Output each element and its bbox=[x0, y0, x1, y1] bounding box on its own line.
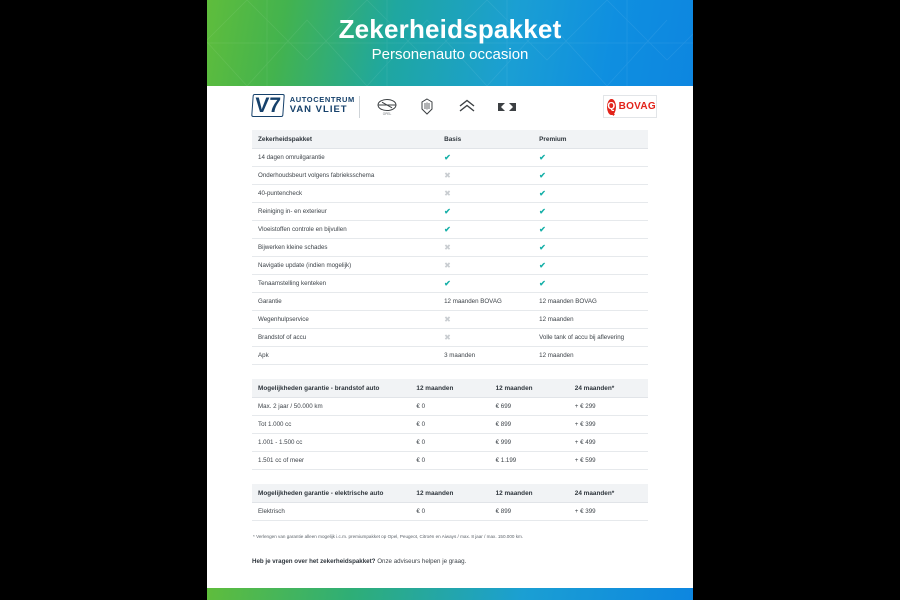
cta-text bbox=[252, 558, 648, 565]
row-feature: 14 dagen omruilgarantie bbox=[252, 149, 438, 167]
row-basis bbox=[438, 257, 533, 275]
table-header-row bbox=[252, 379, 648, 398]
table-row bbox=[252, 434, 648, 452]
bovag-logo bbox=[603, 95, 657, 118]
row-price-3: + € 399 bbox=[569, 503, 648, 521]
table-row bbox=[252, 149, 648, 167]
check-icon: ✔ bbox=[444, 152, 451, 162]
row-price-3: + € 299 bbox=[569, 398, 648, 416]
cross-icon: ✖ bbox=[444, 260, 451, 270]
table-row bbox=[252, 185, 648, 203]
right-letterbox bbox=[693, 0, 900, 600]
row-premium bbox=[533, 203, 648, 221]
header-fuel-col1: 12 maanden bbox=[410, 379, 489, 398]
bovag-badge-icon: Q bbox=[607, 99, 616, 115]
dealer-name-line1: AUTOCENTRUM bbox=[289, 94, 355, 104]
check-icon: ✔ bbox=[444, 278, 451, 288]
table-row bbox=[252, 203, 648, 221]
table-row bbox=[252, 221, 648, 239]
header-fuel-col2: 12 maanden bbox=[490, 379, 569, 398]
table-gap bbox=[252, 365, 648, 379]
svg-text:OPEL: OPEL bbox=[382, 112, 392, 116]
row-price-2: € 699 bbox=[490, 398, 569, 416]
dealer-name-line2: VAN VLIET bbox=[289, 104, 348, 116]
check-icon: ✔ bbox=[539, 260, 546, 270]
logo-strip bbox=[207, 86, 693, 130]
row-price-1: € 0 bbox=[410, 416, 489, 434]
cross-icon: ✖ bbox=[444, 332, 451, 342]
row-price-2: € 899 bbox=[490, 416, 569, 434]
header-electric-options: Mogelijkheden garantie - elektrische auto bbox=[252, 484, 410, 503]
banner-title: Zekerheidspakket bbox=[338, 14, 562, 44]
table-row bbox=[252, 167, 648, 185]
table-row bbox=[252, 398, 648, 416]
header-premium: Premium bbox=[533, 130, 648, 149]
cta-question: Heb je vragen over het zekerheidspakket? bbox=[252, 557, 376, 565]
row-label: Tot 1.000 cc bbox=[252, 416, 410, 434]
row-premium bbox=[533, 257, 648, 275]
table-row bbox=[252, 257, 648, 275]
row-premium bbox=[533, 185, 648, 203]
row-premium bbox=[533, 239, 648, 257]
row-basis: 3 maanden bbox=[438, 347, 533, 365]
fuel-warranty-table bbox=[252, 379, 648, 470]
header-electric-col1: 12 maanden bbox=[410, 484, 489, 503]
table-header-row bbox=[252, 130, 648, 149]
table-row bbox=[252, 275, 648, 293]
row-basis bbox=[438, 203, 533, 221]
row-price-3: + € 399 bbox=[569, 416, 648, 434]
check-icon: ✔ bbox=[539, 242, 546, 252]
row-basis bbox=[438, 275, 533, 293]
dealer-logo bbox=[252, 94, 355, 117]
left-letterbox bbox=[0, 0, 207, 600]
logo-divider bbox=[359, 96, 360, 118]
header-feature: Zekerheidspakket bbox=[252, 130, 438, 149]
row-basis bbox=[438, 239, 533, 257]
row-premium: 12 maanden bbox=[533, 347, 648, 365]
row-price-1: € 0 bbox=[410, 398, 489, 416]
check-icon: ✔ bbox=[539, 206, 546, 216]
brand-logo-group bbox=[375, 97, 519, 117]
cross-icon: ✖ bbox=[444, 170, 451, 180]
check-icon: ✔ bbox=[444, 206, 451, 216]
fuel-warranty-table-body bbox=[252, 398, 648, 470]
row-feature: Garantie bbox=[252, 293, 438, 311]
van-vliet-mark-icon: V7 bbox=[251, 94, 284, 117]
document-sheet bbox=[207, 0, 693, 600]
check-icon: ✔ bbox=[539, 224, 546, 234]
table-row bbox=[252, 503, 648, 521]
table-row bbox=[252, 329, 648, 347]
row-feature: Tenaamstelling kenteken bbox=[252, 275, 438, 293]
row-feature: Navigatie update (indien mogelijk) bbox=[252, 257, 438, 275]
row-basis bbox=[438, 149, 533, 167]
cross-icon: ✖ bbox=[444, 188, 451, 198]
footnote-text: * Verlengen van garantie alleen mogelijk i.c.m. premiumpakket op Opel, Peugeot, Citroën en Aiways / max. 8 jaar / max. 150.000 km. bbox=[253, 534, 524, 539]
row-price-1: € 0 bbox=[410, 503, 489, 521]
header-fuel-options: Mogelijkheden garantie - brandstof auto bbox=[252, 379, 410, 398]
row-price-2: € 1.199 bbox=[490, 452, 569, 470]
row-premium: 12 maanden bbox=[533, 311, 648, 329]
row-feature: Onderhoudsbeurt volgens fabrieksschema bbox=[252, 167, 438, 185]
check-icon: ✔ bbox=[539, 188, 546, 198]
opel-logo-icon bbox=[375, 97, 399, 117]
row-premium bbox=[533, 221, 648, 239]
table-row bbox=[252, 347, 648, 365]
cta-answer: Onze adviseurs helpen je graag. bbox=[375, 557, 467, 565]
check-icon: ✔ bbox=[539, 170, 546, 180]
row-feature: Apk bbox=[252, 347, 438, 365]
row-feature: Brandstof of accu bbox=[252, 329, 438, 347]
row-price-1: € 0 bbox=[410, 452, 489, 470]
header-electric-col2: 12 maanden bbox=[490, 484, 569, 503]
peugeot-logo-icon bbox=[415, 97, 439, 117]
citroen-logo-icon bbox=[455, 97, 479, 117]
row-premium: 12 maanden BOVAG bbox=[533, 293, 648, 311]
table-row bbox=[252, 311, 648, 329]
row-premium bbox=[533, 275, 648, 293]
row-price-2: € 899 bbox=[490, 503, 569, 521]
row-feature: Reiniging in- en exterieur bbox=[252, 203, 438, 221]
row-basis bbox=[438, 167, 533, 185]
row-basis bbox=[438, 311, 533, 329]
row-feature: Wegenhulpservice bbox=[252, 311, 438, 329]
table-gap bbox=[252, 470, 648, 484]
table-row bbox=[252, 416, 648, 434]
row-price-3: + € 599 bbox=[569, 452, 648, 470]
check-icon: ✔ bbox=[444, 224, 451, 234]
electric-warranty-table bbox=[252, 484, 648, 521]
zekerheidspakket-table bbox=[252, 130, 648, 365]
header-fuel-col3: 24 maanden* bbox=[569, 379, 648, 398]
row-basis bbox=[438, 329, 533, 347]
table-header-row bbox=[252, 484, 648, 503]
row-basis: 12 maanden BOVAG bbox=[438, 293, 533, 311]
document-content bbox=[207, 130, 693, 565]
cross-icon: ✖ bbox=[444, 314, 451, 324]
row-label: 1.501 cc of meer bbox=[252, 452, 410, 470]
row-price-3: + € 499 bbox=[569, 434, 648, 452]
electric-warranty-table-body bbox=[252, 503, 648, 521]
row-price-1: € 0 bbox=[410, 434, 489, 452]
row-label: Max. 2 jaar / 50.000 km bbox=[252, 398, 410, 416]
row-feature: Vloeistoffen controle en bijvullen bbox=[252, 221, 438, 239]
table-row bbox=[252, 239, 648, 257]
footer-bar bbox=[207, 588, 693, 600]
zekerheidspakket-table-body bbox=[252, 149, 648, 365]
row-label: 1.001 - 1.500 cc bbox=[252, 434, 410, 452]
row-basis bbox=[438, 185, 533, 203]
dealer-logo-text bbox=[290, 95, 355, 116]
header-electric-col3: 24 maanden* bbox=[569, 484, 648, 503]
row-basis bbox=[438, 221, 533, 239]
row-premium bbox=[533, 167, 648, 185]
header-banner bbox=[207, 0, 693, 86]
check-icon: ✔ bbox=[539, 278, 546, 288]
row-premium: Volle tank of accu bij aflevering bbox=[533, 329, 648, 347]
row-premium bbox=[533, 149, 648, 167]
header-basis: Basis bbox=[438, 130, 533, 149]
check-icon: ✔ bbox=[539, 152, 546, 162]
banner-subtitle: Personenauto occasion bbox=[371, 46, 529, 63]
cross-icon: ✖ bbox=[444, 242, 451, 252]
row-feature: Bijwerken kleine schades bbox=[252, 239, 438, 257]
bovag-label: BOVAG bbox=[618, 101, 656, 112]
row-price-2: € 999 bbox=[490, 434, 569, 452]
table-row bbox=[252, 293, 648, 311]
row-feature: 40-puntencheck bbox=[252, 185, 438, 203]
aiways-logo-icon bbox=[495, 97, 519, 117]
table-row bbox=[252, 452, 648, 470]
row-label: Elektrisch bbox=[252, 503, 410, 521]
